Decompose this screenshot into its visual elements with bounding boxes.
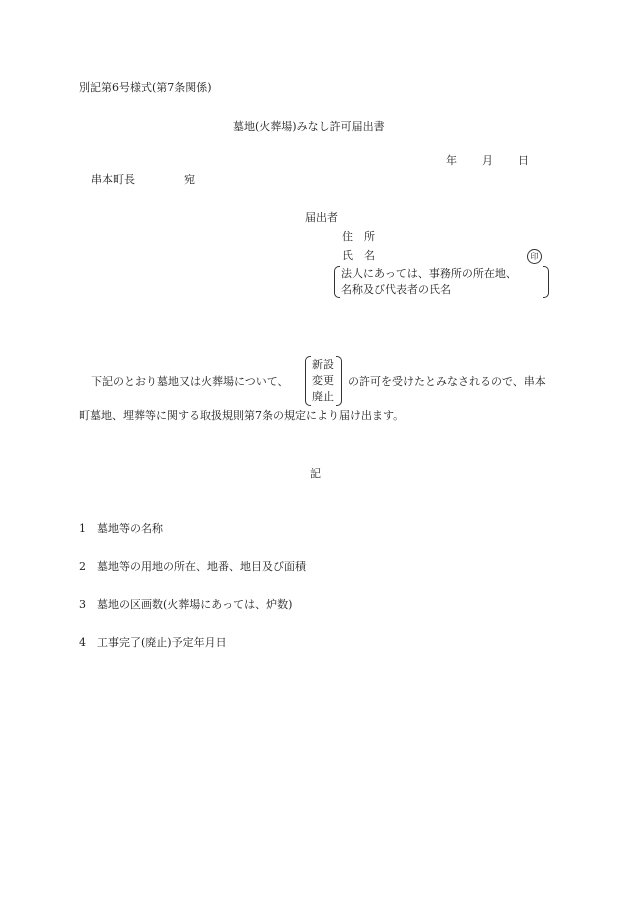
- item-number: 2: [79, 560, 86, 573]
- applicant-name-label: 氏 名: [342, 249, 375, 262]
- date-year-label: 年: [446, 154, 457, 167]
- body-text-line2: 町墓地、埋葬等に関する取扱規則第7条の規定により届け出ます。: [79, 409, 405, 422]
- item-number: 4: [79, 636, 86, 649]
- item-number: 3: [79, 598, 86, 611]
- option-new: 新設: [312, 358, 334, 371]
- item-text: 墓地の区画数(火葬場にあっては、炉数): [97, 598, 293, 611]
- ki-heading: 記: [310, 467, 321, 480]
- addressee-suffix: 宛: [184, 173, 195, 186]
- right-bracket: [543, 266, 549, 298]
- date-month-label: 月: [482, 154, 493, 167]
- option-change: 変更: [312, 374, 334, 387]
- options-right-bracket: [336, 356, 342, 406]
- item-number: 1: [79, 522, 86, 535]
- body-text-line1-start: 下記のとおり墓地又は火葬場について、: [91, 375, 289, 388]
- item-text: 墓地等の名称: [97, 522, 163, 535]
- options-left-bracket: [305, 356, 311, 406]
- applicant-heading: 届出者: [305, 211, 338, 224]
- addressee-name: 串本町長: [91, 173, 135, 186]
- corporate-note-line1: 法人にあっては、事務所の所在地、: [341, 267, 517, 280]
- item-text: 工事完了(廃止)予定年月日: [97, 636, 227, 649]
- form-label: 別記第6号様式(第7条関係): [79, 81, 212, 94]
- body-text-line1-end: の許可を受けたとみなされるので、串本: [348, 375, 546, 388]
- item-text: 墓地等の用地の所在、地番、地目及び面積: [97, 560, 306, 573]
- left-bracket: [334, 266, 340, 298]
- corporate-note-line2: 名称及び代表者の氏名: [341, 283, 451, 296]
- seal-mark-icon: 印: [527, 249, 542, 264]
- document-title: 墓地(火葬場)みなし許可届出書: [233, 120, 385, 133]
- date-day-label: 日: [518, 154, 529, 167]
- applicant-address-label: 住 所: [342, 230, 375, 243]
- option-abolish: 廃止: [312, 390, 334, 403]
